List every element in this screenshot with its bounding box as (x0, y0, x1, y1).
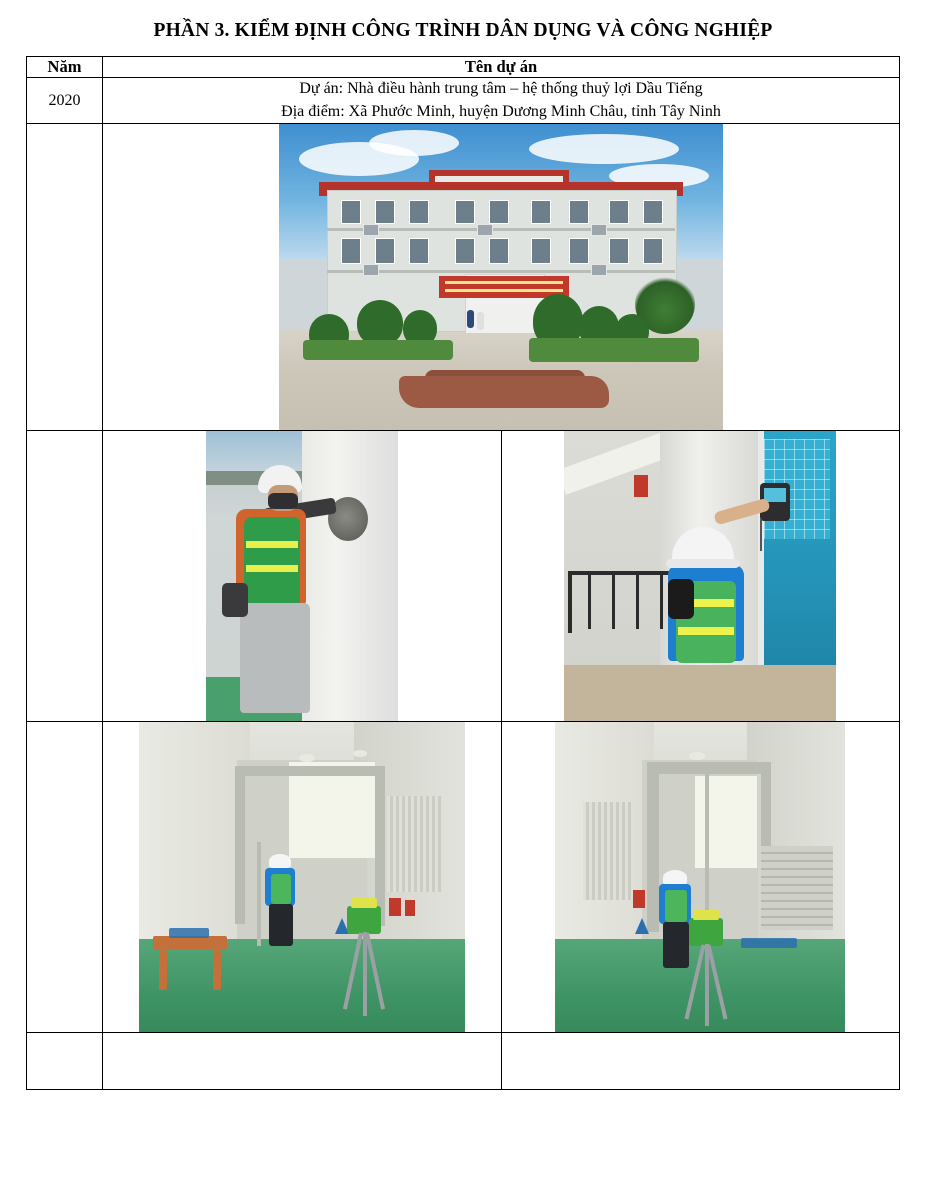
building-exterior-photo (279, 124, 723, 430)
photo-cell-laser-right (501, 722, 900, 1033)
worker-sleeve (668, 579, 694, 619)
column-header-project: Tên dự án (103, 57, 900, 78)
spacer-cell-year-3 (27, 722, 103, 1033)
empty-photo-cell-right (501, 1033, 900, 1090)
project-name-line: Dự án: Nhà điều hành trung tâm – hệ thống thuỷ lợi Dầu Tiếng (299, 80, 703, 97)
table-header-row (27, 57, 900, 78)
fire-extinguisher-box (634, 475, 648, 497)
photo-row-empty (27, 1033, 900, 1090)
laser-level-survey-photo-left (139, 722, 465, 1032)
measuring-staff (257, 842, 261, 946)
safety-vest (271, 874, 291, 904)
brick-flowerbed (399, 376, 609, 408)
safety-vest (665, 890, 687, 922)
blue-item (169, 928, 209, 938)
fire-extinguisher (389, 898, 401, 916)
photo-row-inspection (27, 431, 900, 722)
concrete-column (302, 431, 398, 721)
cell-year: 2020 (27, 78, 103, 124)
rebound-hammer-test-photo (564, 431, 836, 721)
photo-cell-core-drilling (103, 431, 502, 722)
wooden-table (153, 936, 227, 950)
empty-photo-cell-left (103, 1033, 502, 1090)
page-title: PHẦN 3. KIỂM ĐỊNH CÔNG TRÌNH DÂN DỤNG VÀ CÔNG NGHIỆP (153, 20, 773, 41)
project-location-line: Địa điểm: Xã Phước Minh, huyện Dương Minh Châu, tỉnh Tây Ninh (281, 102, 721, 120)
spacer-cell-year-2 (27, 431, 103, 722)
photo-row-building (27, 124, 900, 431)
traffic-cone (635, 918, 649, 934)
tool-bag (222, 583, 248, 617)
spacer-cell-year (27, 124, 103, 431)
projects-table (26, 56, 900, 1090)
face-mask (268, 493, 298, 509)
staircase (761, 846, 833, 930)
table-row (27, 78, 900, 124)
fire-extinguisher (633, 890, 645, 908)
worker-legs (663, 922, 689, 968)
worker-legs (269, 904, 293, 946)
concrete-core-drilling-photo (206, 431, 398, 721)
safety-vest (244, 517, 300, 609)
spacer-cell-year-4 (27, 1033, 103, 1090)
column-header-year: Năm (27, 57, 103, 78)
safety-helmet (663, 870, 687, 885)
laser-level-survey-photo-right (555, 722, 845, 1032)
device-cable (760, 519, 762, 551)
photo-row-laser (27, 722, 900, 1033)
floor-mat (741, 938, 797, 948)
cell-project (103, 78, 900, 124)
floor (564, 665, 836, 721)
laser-level-device (689, 918, 723, 946)
helmet-brim (666, 559, 740, 568)
photo-cell-rebound-test (501, 431, 900, 722)
worker-pants (240, 603, 310, 713)
stair-railing (568, 571, 670, 633)
photo-cell-building (103, 124, 900, 431)
fire-extinguisher (405, 900, 415, 916)
photo-cell-laser-left (103, 722, 502, 1033)
safety-helmet (269, 854, 291, 868)
laser-level-device (347, 906, 381, 934)
